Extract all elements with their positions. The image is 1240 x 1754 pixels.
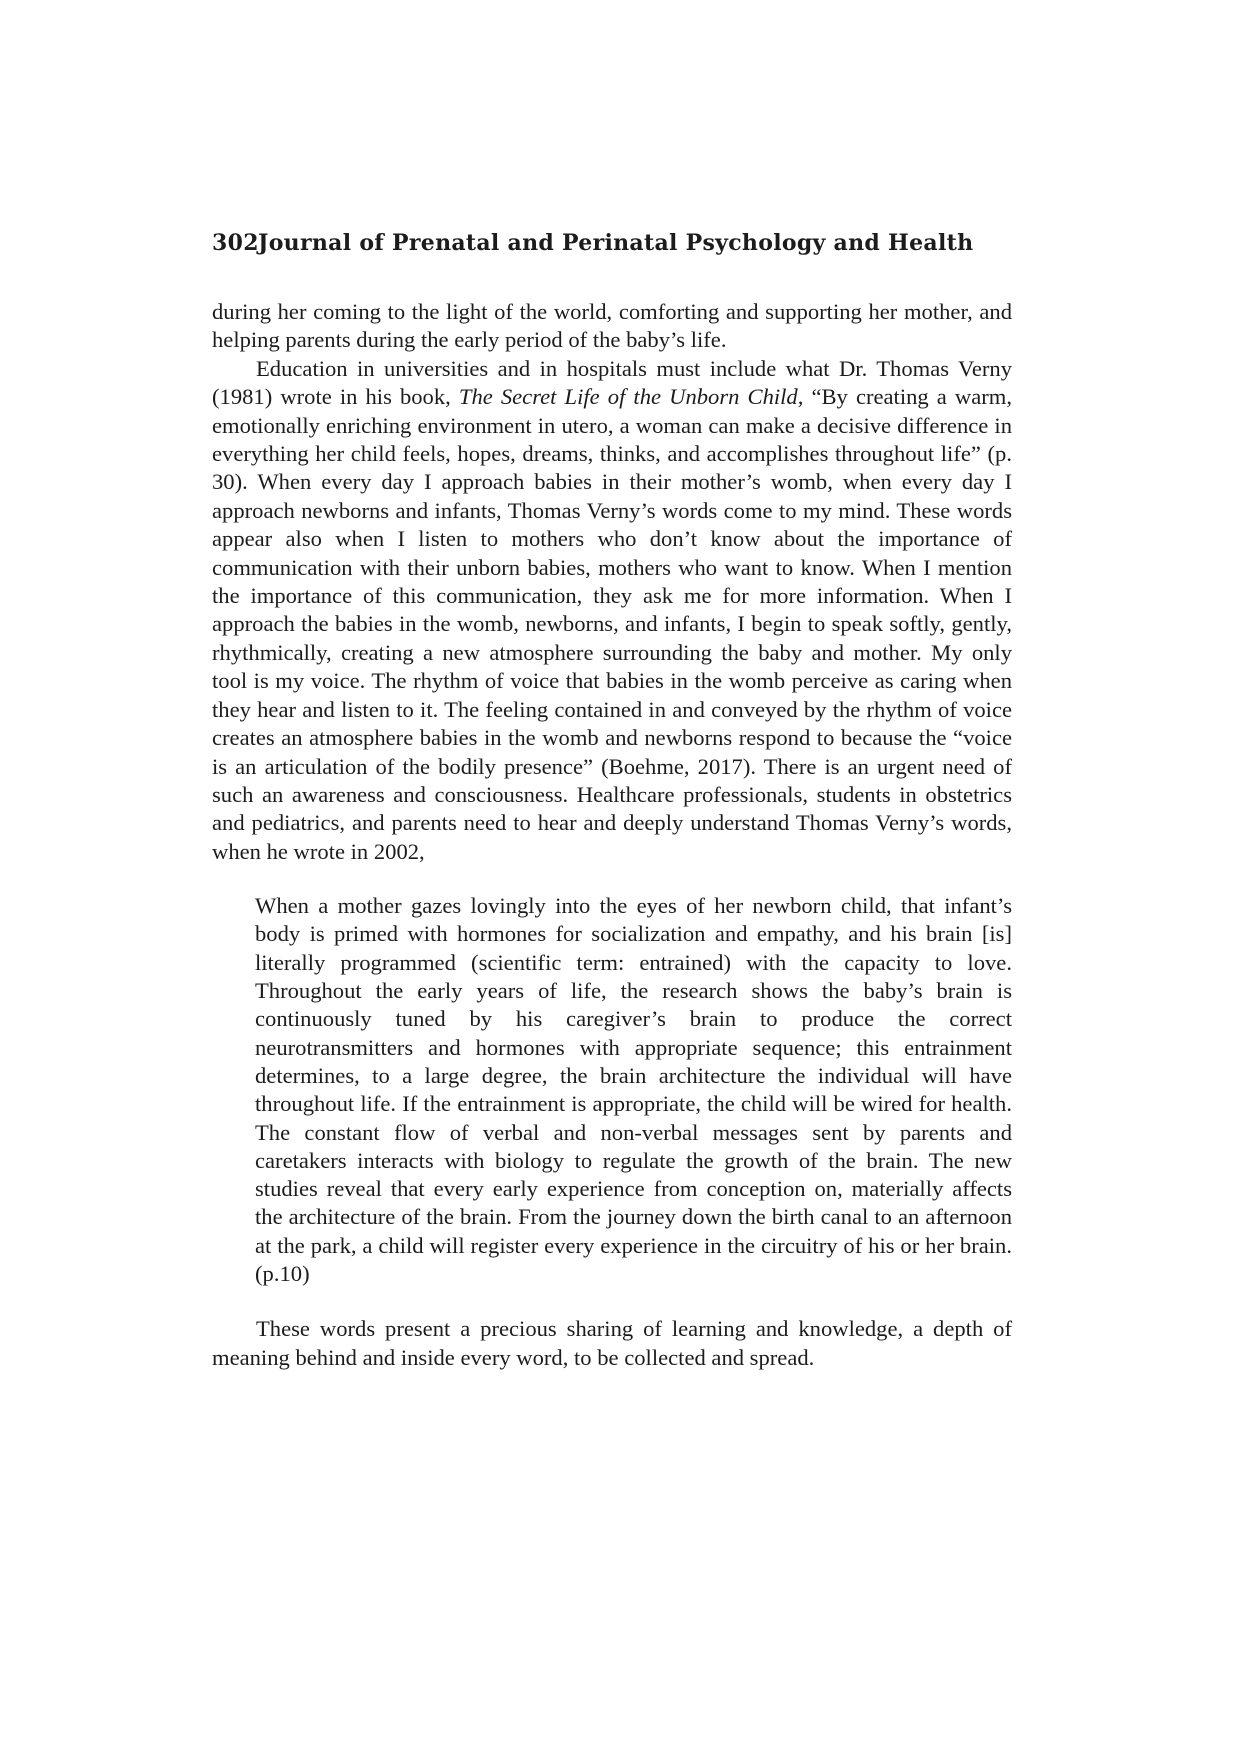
- paragraph-education-lead: Education in universities and in hospitals must include what Dr. Thomas Verny (1981) wrote in his book,: [212, 355, 1012, 410]
- paragraph-continuation: during her coming to the light of the world, comforting and supporting her mother, and helping parents during the early period of the baby’s life.: [212, 299, 1012, 353]
- body-text: [212, 298, 1012, 866]
- journal-title: Journal of Prenatal and Perinatal Psychology and Health: [258, 230, 974, 256]
- paragraph-closing: These words present a precious sharing of learning and knowledge, a depth of meaning behind and inside every word, to be collected and spread.: [212, 1316, 1012, 1370]
- journal-page: [212, 228, 1012, 1372]
- book-title: The Secret Life of the Unborn Child,: [458, 384, 804, 410]
- paragraph-education: [212, 355, 1012, 866]
- paragraph-education-rest: “By creating a warm, emotionally enriching environment in utero, a woman can make a decisive difference in everything her child feels, hopes, dreams, thinks, and accomplishes throughout life” (p. 30). When every day I approach babies in their mother’s womb, when every day I approach newborns and infants, Thomas Verny’s words come to my mind. These words appear also when I listen to mothers who don’t know about the importance of communication with their unborn babies, mothers who want to know. When I mention the importance of this communication, they ask me for more information. When I approach the babies in the womb, newborns, and infants, I begin to speak softly, gently, rhythmically, creating a new atmosphere surrounding the baby and mother. My only tool is my voice. The rhythm of voice that babies in the womb perceive as caring when they hear and listen to it. The feeling contained in and conveyed by the rhythm of voice creates an atmosphere babies in the womb and newborns respond to because the “voice is an articulation of the bodily presence” (Boehme, 2017). There is an urgent need of such an awareness and consciousness. Healthcare professionals, students in obstetrics and pediatrics, and parents need to hear and deeply understand Thomas Verny’s words, when he wrote in 2002,: [212, 384, 1012, 864]
- running-header: [212, 228, 1012, 258]
- page-number: 302: [212, 230, 259, 256]
- block-quote: When a mother gazes lovingly into the eyes of her newborn child, that infant’s body is primed with hormones for socialization and empathy, and his brain [is] literally programmed (scientific term: entrained) with the capacity to love. Throughout the early years of life, the research shows the baby’s brain is continuously tuned by his caregiver’s brain to produce the correct neurotransmitters and hormones with appropriate sequence; this entrainment determines, to a large degree, the brain architecture the individual will have throughout life. If the entrainment is appropriate, the child will be wired for health. The constant flow of verbal and non-verbal messages sent by parents and caretakers interacts with biology to regulate the growth of the brain. The new studies reveal that every early experience from conception on, materially affects the architecture of the brain. From the journey down the birth canal to an afternoon at the park, a child will register every experience in the circuitry of his or her brain. (p.10): [255, 893, 1012, 1286]
